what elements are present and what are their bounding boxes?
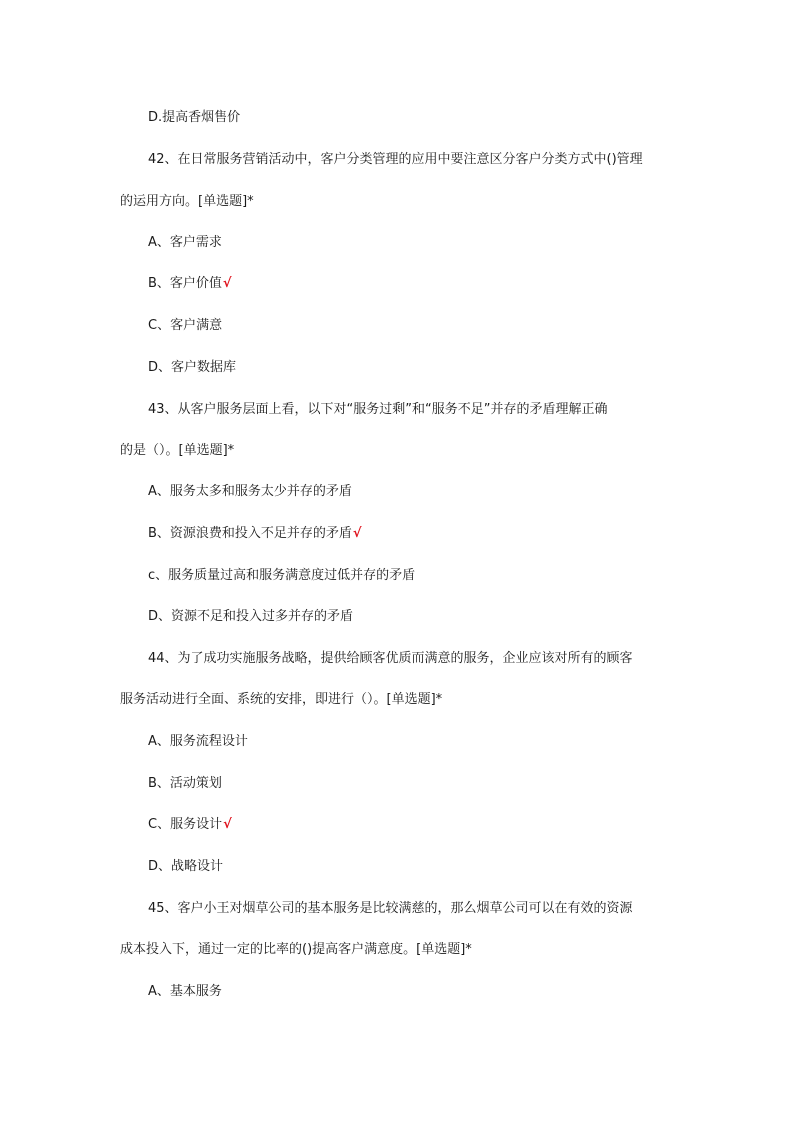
- q44-option-a: A、服务流程设计: [148, 734, 248, 749]
- q43-option-b-text: B、资源浪费和投入不足并存的矛盾: [148, 526, 352, 541]
- q43-option-c: c、服务质量过高和服务满意度过低并存的矛盾: [148, 568, 416, 583]
- q42-option-c: C、客户满意: [148, 318, 223, 333]
- q45-option-a: A、基本服务: [148, 984, 222, 999]
- q42-option-b-text: B、客户价值: [148, 276, 222, 291]
- q45-stem-line2: 成本投入下，通过一定的比率的()提高客户满意度。[单选题]*: [120, 942, 472, 957]
- q45-stem-line1: 45、客户小王对烟草公司的基本服务是比较满慈的，那么烟草公司可以在有效的资源: [148, 901, 633, 916]
- q44-option-d: D、战略设计: [148, 859, 224, 874]
- correct-check-icon: √: [223, 817, 232, 832]
- q43-option-a: A、服务太多和服务太少并存的矛盾: [148, 484, 352, 499]
- q42-option-b: [148, 274, 232, 294]
- q42-stem-line2: 的运用方向。[单选题]*: [120, 194, 254, 209]
- q44-option-c: [148, 815, 232, 835]
- correct-check-icon: √: [352, 526, 362, 541]
- q43-stem-line1: 43、从客户服务层面上看，以下对“服务过剩”和“服务不足”并存的矛盾理解正确: [148, 402, 608, 417]
- q43-option-d: D、资源不足和投入过多并存的矛盾: [148, 609, 354, 624]
- q43-stem-line2: 的是（）。[单选题]*: [120, 443, 235, 458]
- q44-option-c-text: C、服务设计: [148, 817, 223, 832]
- q42-option-d: D、客户数据库: [148, 360, 237, 375]
- correct-check-icon: √: [222, 276, 232, 291]
- prev-option-d: D.提高香烟售价: [148, 110, 241, 125]
- q44-stem-line1: 44、为了成功实施服务战略，提供给顾客优质而满意的服务，企业应该对所有的顾客: [148, 651, 633, 666]
- q44-stem-line2: 服务活动进行全面、系统的安排，即进行（）。[单选题]*: [120, 692, 443, 707]
- q42-option-a: A、客户需求: [148, 235, 222, 250]
- q44-option-b: B、活动策划: [148, 776, 222, 791]
- q42-stem-line1: 42、在日常服务营销活动中，客户分类管理的应用中要注意区分客户分类方式中()管理: [148, 152, 643, 167]
- q43-option-b: [148, 524, 362, 544]
